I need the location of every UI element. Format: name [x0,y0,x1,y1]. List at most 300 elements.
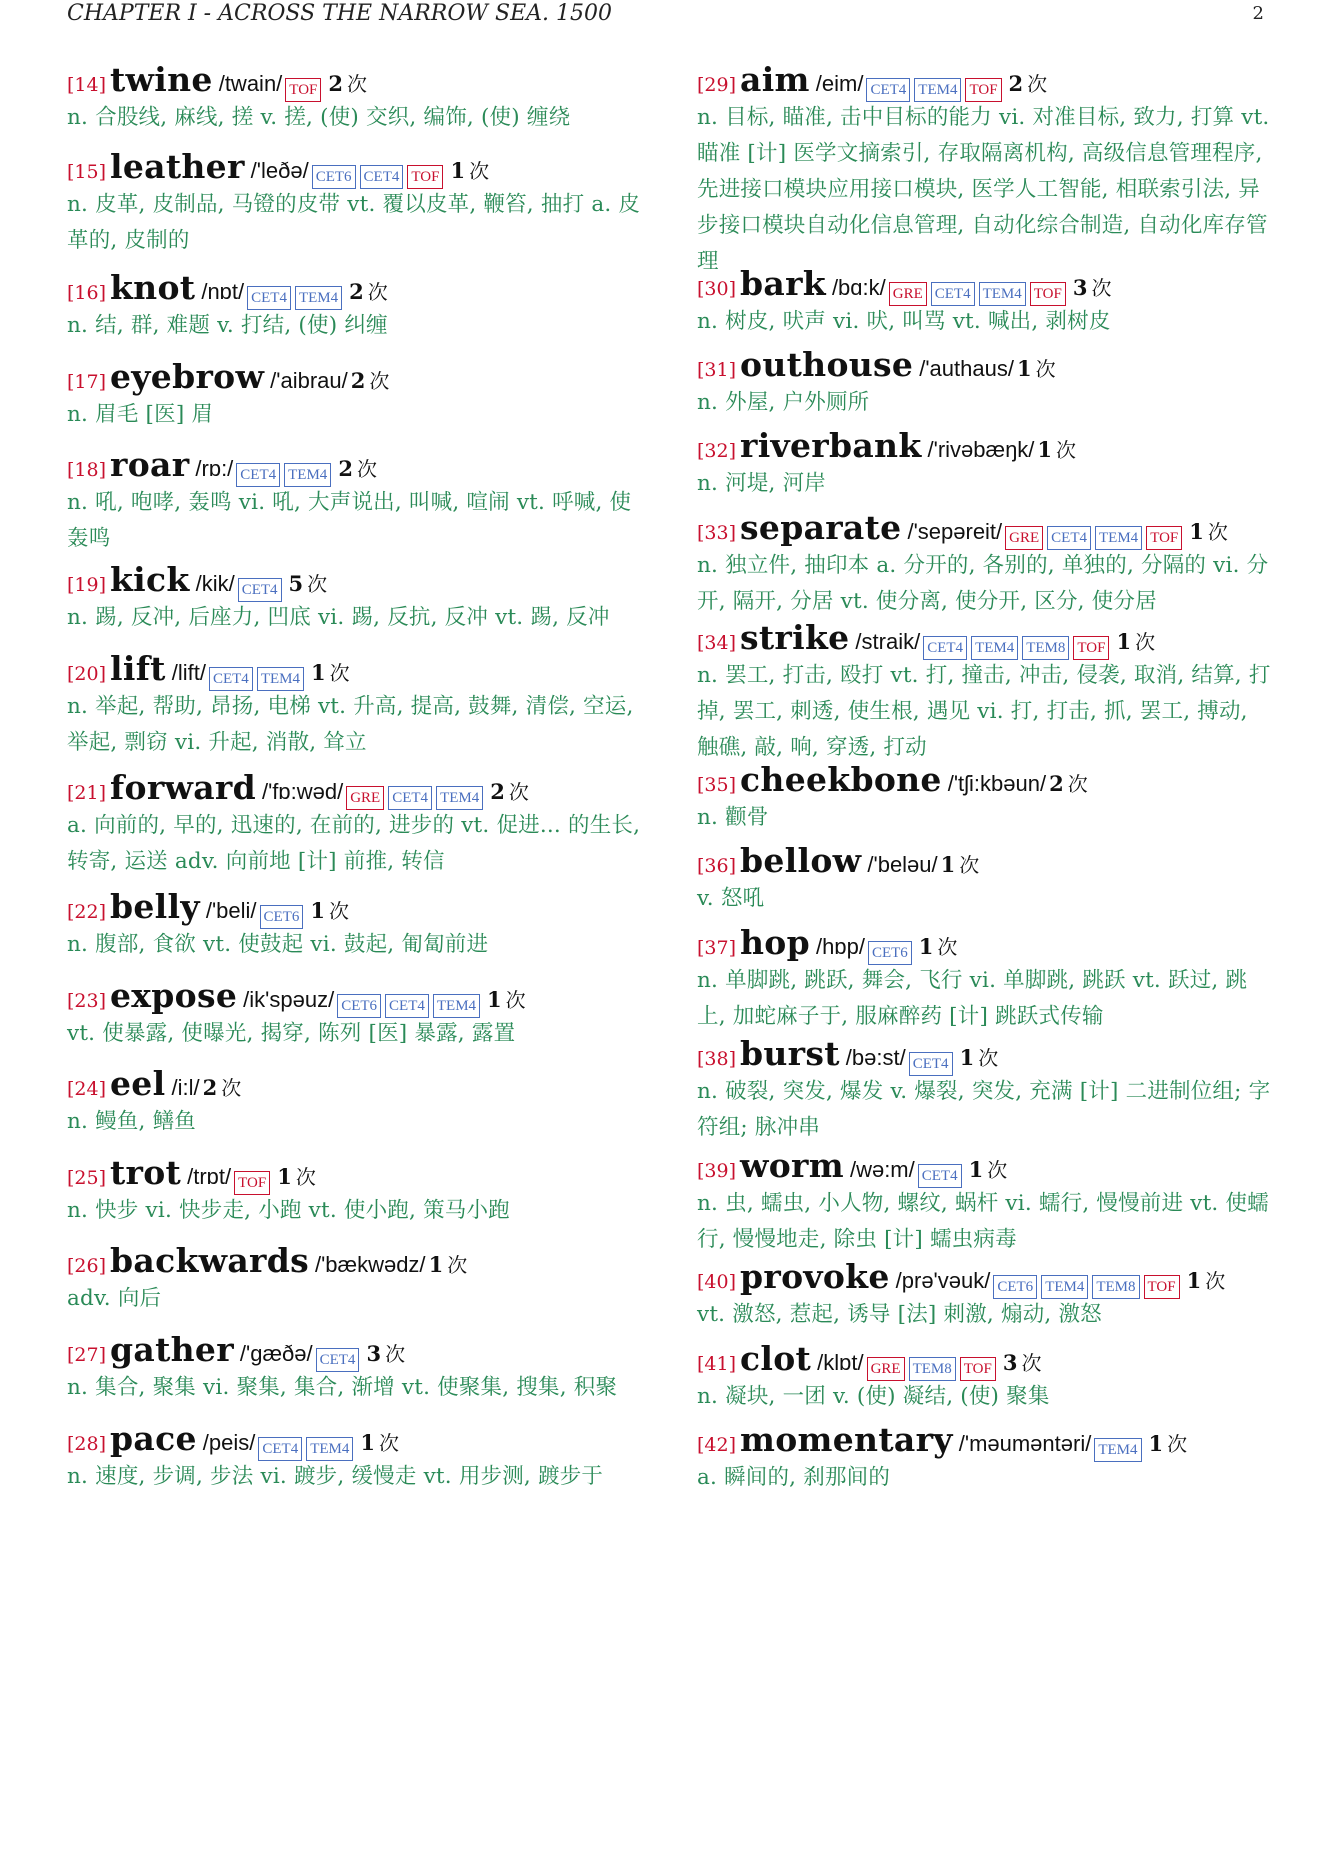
exam-tag-cet4: CET4 [360,165,404,189]
entry-index: [29] [697,74,737,96]
exam-tags [923,636,1109,660]
entry-word: gather [110,1330,234,1369]
vocab-entry [67,649,647,761]
entry-pronunciation: /rɒ:/ [195,456,234,481]
vocab-entry [67,268,647,344]
entry-pronunciation: /trɒt/ [187,1164,232,1189]
exam-tags [234,1171,270,1195]
entry-definition: n. 虫, 蠕虫, 小人物, 螺纹, 蜗杆 vi. 蠕行, 慢慢前进 vt. 使蠕行, 慢慢地走, 除虫 [计] 蠕虫病毒 [697,1191,1269,1252]
exam-tag-tem4: TEM4 [1041,1275,1088,1299]
entry-head [67,768,647,808]
exam-tags [868,941,912,965]
vocab-entry [67,1330,647,1406]
entry-definition: n. 单脚跳, 跳跃, 舞会, 飞行 vi. 单脚跳, 跳跃 vt. 跃过, 跳上, 加蛇麻子于, 服麻醉药 [计] 跳跃式传输 [697,968,1248,1029]
entry-pronunciation: /prə'vəuk/ [895,1268,991,1293]
entry-word: eel [110,1064,166,1103]
entry-index: [14] [67,74,107,96]
frequency-count: 1 [428,1252,444,1277]
entry-definition: n. 合股线, 麻线, 搓 v. 搓, (使) 交织, 编饰, (使) 缠绕 [67,105,571,130]
exam-tags [238,578,282,602]
frequency-unit: 次 [1205,1269,1226,1293]
entry-word: eyebrow [110,357,265,396]
entry-head [67,445,647,485]
frequency-count: 1 [968,1157,984,1182]
exam-tag-tem4: TEM4 [257,667,304,691]
frequency-count: 2 [328,71,343,96]
entry-index: [15] [67,161,107,183]
exam-tag-gre: GRE [867,1357,905,1381]
exam-tag-cet4: CET4 [909,1052,953,1076]
entry-index: [31] [697,359,737,381]
exam-tag-cet4: CET4 [316,1348,360,1372]
entry-word: pace [110,1419,197,1458]
entry-pronunciation: /twain/ [218,71,283,96]
entry-pronunciation: /wə:m/ [849,1157,915,1182]
entry-pronunciation: /'tʃi:kbəun/ [947,771,1047,796]
vocab-entry [697,618,1272,766]
entry-index: [34] [697,632,737,654]
entry-head [697,841,1272,881]
entry-index: [32] [697,440,737,462]
entry-word: roar [110,445,190,484]
entry-head [697,1257,1272,1297]
vocab-entry [67,768,647,880]
chapter-title: CHAPTER I - ACROSS THE NARROW SEA. 1500 [67,0,612,26]
entry-index: [40] [697,1271,737,1293]
entry-index: [25] [67,1167,107,1189]
entry-definition: n. 结, 群, 难题 v. 打结, (使) 纠缠 [67,313,388,338]
exam-tag-cet4: CET4 [918,1164,962,1188]
entry-definition: n. 踢, 反冲, 后座力, 凹底 vi. 踢, 反抗, 反冲 vt. 踢, 反冲 [67,605,610,630]
vocab-entry [697,60,1272,280]
exam-tag-cet4: CET4 [388,786,432,810]
exam-tag-gre: GRE [889,282,927,306]
entry-index: [16] [67,282,107,304]
exam-tags [247,286,342,310]
entry-definition: n. 颧骨 [697,805,769,830]
frequency-count: 1 [1116,629,1132,654]
vocab-entry [697,1146,1272,1258]
entry-head [67,357,647,397]
exam-tag-cet6: CET6 [868,941,912,965]
exam-tags [346,786,483,810]
entry-word: expose [110,976,238,1015]
exam-tag-tem4: TEM4 [971,636,1018,660]
exam-tags [312,165,444,189]
exam-tags [889,282,1066,306]
frequency-count: 3 [1072,275,1088,300]
vocab-entry [67,1153,647,1229]
entry-index: [21] [67,782,107,804]
entry-head [67,560,647,600]
frequency-count: 1 [1189,519,1204,544]
entry-index: [22] [67,901,107,923]
entry-index: [17] [67,371,107,393]
vocab-entry [67,1064,647,1140]
entry-word: bellow [740,841,862,880]
exam-tag-tem4: TEM4 [914,78,961,102]
entry-definition: n. 目标, 瞄准, 击中目标的能力 vi. 对准目标, 致力, 打算 vt. 瞄准 [计] 医学文摘索引, 存取隔离机构, 高级信息管理程序, 先进接口模块应用接口模块, 医学人工智能, 相联索引法, 异步接口模块自动化信息管理, 自动化综合制造, 自动化库存管理 [697,105,1270,274]
exam-tags [337,994,480,1018]
exam-tag-tof: TOF [234,1171,270,1195]
entry-pronunciation: /'gæðə/ [239,1341,313,1366]
frequency-unit: 次 [367,280,388,304]
vocab-entry [67,1419,647,1495]
entry-pronunciation: /'fɒ:wəd/ [261,779,344,804]
entry-definition: n. 鳗鱼, 鳝鱼 [67,1109,196,1134]
exam-tag-cet4: CET4 [236,463,280,487]
frequency-unit: 次 [307,572,328,596]
frequency-unit: 次 [385,1342,406,1366]
entry-word: lift [110,649,166,688]
entry-index: [23] [67,990,107,1012]
frequency-count: 1 [310,898,325,923]
entry-index: [28] [67,1433,107,1455]
entry-head [697,60,1272,100]
entry-definition: n. 河堤, 河岸 [697,471,826,496]
frequency-unit: 次 [959,853,980,877]
frequency-unit: 次 [1067,772,1088,796]
entry-head [67,60,647,100]
exam-tags [909,1052,953,1076]
frequency-unit: 次 [1135,630,1156,654]
entry-head [697,1146,1272,1186]
exam-tags [285,78,321,102]
entry-pronunciation: /straik/ [855,629,921,654]
entry-head [67,1241,647,1281]
frequency-unit: 次 [978,1046,999,1070]
entry-head [697,1339,1272,1379]
entry-head [67,1064,647,1104]
entry-word: trot [110,1153,182,1192]
entry-definition: n. 皮革, 皮制品, 马镫的皮带 vt. 覆以皮革, 鞭笞, 抽打 a. 皮革的, 皮制的 [67,192,641,253]
exam-tag-cet4: CET4 [1047,526,1091,550]
frequency-count: 3 [1002,1350,1018,1375]
exam-tag-tem4: TEM4 [1094,1438,1141,1462]
exam-tag-tof: TOF [1146,526,1182,550]
frequency-unit: 次 [1091,276,1112,300]
entry-head [67,976,647,1016]
entry-word: strike [740,618,850,657]
entry-word: clot [740,1339,812,1378]
frequency-unit: 次 [987,1158,1008,1182]
entry-definition: n. 吼, 咆哮, 轰鸣 vi. 吼, 大声说出, 叫喊, 喧闹 vt. 呼喊, 使轰鸣 [67,490,632,551]
entry-pronunciation: /'məuməntəri/ [958,1431,1092,1456]
frequency-count: 1 [487,987,502,1012]
exam-tags [866,78,1001,102]
entry-pronunciation: /nɒt/ [201,279,245,304]
vocab-entry [697,1034,1272,1146]
entry-pronunciation: /'beli/ [205,898,257,923]
entry-pronunciation: /'leðə/ [250,158,309,183]
entry-word: burst [740,1034,840,1073]
frequency-unit: 次 [1167,1432,1188,1456]
entry-word: riverbank [740,426,922,465]
frequency-count: 1 [1148,1431,1164,1456]
exam-tag-gre: GRE [346,786,384,810]
entry-index: [19] [67,574,107,596]
exam-tag-cet4: CET4 [238,578,282,602]
frequency-unit: 次 [347,72,367,96]
entry-index: [24] [67,1078,107,1100]
entry-definition: n. 外屋, 户外厕所 [697,390,870,415]
page-header [67,0,1264,26]
entry-definition: v. 怒吼 [697,886,765,911]
entry-head [697,345,1272,385]
entry-pronunciation: /eim/ [815,71,864,96]
entry-head [697,618,1272,658]
entry-head [67,268,647,308]
frequency-count: 1 [1037,437,1053,462]
entry-word: outhouse [740,345,914,384]
entry-pronunciation: /kik/ [195,571,235,596]
page-number: 2 [1252,2,1264,24]
frequency-count: 2 [350,368,366,393]
entry-pronunciation: /bə:st/ [845,1045,906,1070]
exam-tags [258,1437,353,1461]
exam-tags [1005,526,1182,550]
exam-tag-cet4: CET4 [247,286,291,310]
exam-tag-cet6: CET6 [993,1275,1037,1299]
entry-definition: vt. 使暴露, 使曝光, 揭穿, 陈列 [医] 暴露, 露置 [67,1021,516,1046]
entry-pronunciation: /'aibrau/ [270,368,348,393]
vocab-entry [697,1420,1272,1496]
exam-tags [1094,1438,1141,1462]
entry-index: [39] [697,1160,737,1182]
frequency-count: 1 [310,660,326,685]
vocab-entry [67,147,647,259]
entry-head [697,1034,1272,1074]
entry-word: aim [740,60,810,99]
entry-definition: n. 凝块, 一团 v. (使) 凝结, (使) 聚集 [697,1384,1050,1409]
entry-index: [41] [697,1353,737,1375]
entry-pronunciation: /lift/ [171,660,206,685]
entry-definition: adv. 向后 [67,1286,162,1311]
frequency-unit: 次 [295,1165,316,1189]
entry-word: cheekbone [740,760,942,799]
entry-definition: n. 树皮, 吠声 vi. 吠, 叫骂 vt. 喊出, 剥树皮 [697,309,1111,334]
exam-tag-tof: TOF [407,165,443,189]
exam-tag-tem4: TEM4 [436,786,483,810]
frequency-count: 1 [918,934,934,959]
frequency-unit: 次 [1021,1351,1042,1375]
entry-pronunciation: /ik'spəuz/ [243,987,335,1012]
entry-pronunciation: /'bækwədz/ [314,1252,426,1277]
frequency-unit: 次 [1035,357,1056,381]
entry-index: [20] [67,663,107,685]
entry-pronunciation: /bɑ:k/ [831,275,886,300]
entry-pronunciation: /'beləu/ [867,852,938,877]
entry-word: kick [110,560,190,599]
entry-head [697,508,1272,548]
entry-definition: n. 独立件, 抽印本 a. 分开的, 各别的, 单独的, 分隔的 vi. 分开, 隔开, 分居 vt. 使分离, 使分开, 区分, 使分居 [697,553,1269,614]
entry-head [67,1330,647,1370]
entry-definition: n. 速度, 步调, 步法 vi. 踱步, 缓慢走 vt. 用步测, 踱步于 [67,1464,604,1489]
exam-tag-tem4: TEM4 [306,1437,353,1461]
exam-tag-cet4: CET4 [385,994,429,1018]
exam-tag-tof: TOF [285,78,321,102]
frequency-count: 1 [1186,1268,1202,1293]
frequency-count: 2 [1008,71,1024,96]
entry-index: [30] [697,278,737,300]
entry-word: forward [110,768,256,807]
vocab-entry [67,887,647,963]
exam-tags [867,1357,996,1381]
entry-pronunciation: /'authaus/ [919,356,1014,381]
exam-tag-gre: GRE [1005,526,1043,550]
entry-head [697,426,1272,466]
entry-word: twine [110,60,213,99]
exam-tags [918,1164,962,1188]
entry-index: [35] [697,774,737,796]
exam-tag-cet4: CET4 [258,1437,302,1461]
vocab-entry [697,923,1272,1035]
vocab-entry [697,426,1272,502]
entry-index: [33] [697,522,737,544]
exam-tag-tem4: TEM4 [433,994,480,1018]
exam-tag-tem8: TEM8 [1092,1275,1139,1299]
vocab-entry [67,445,647,557]
entry-head [697,264,1272,304]
entry-index: [38] [697,1048,737,1070]
entry-index: [37] [697,937,737,959]
entry-definition: n. 罢工, 打击, 殴打 vt. 打, 撞击, 冲击, 侵袭, 取消, 结算, 打掉, 罢工, 刺透, 使生根, 遇见 vi. 打, 打击, 抓, 罢工, 搏动, 触礁, 敲, 响, 穿透, 打动 [697,663,1271,760]
entry-head [67,147,647,187]
frequency-unit: 次 [1207,520,1228,544]
exam-tags [209,667,304,691]
frequency-unit: 次 [508,780,529,804]
frequency-unit: 次 [447,1253,468,1277]
entry-index: [26] [67,1255,107,1277]
entry-definition: n. 腹部, 食欲 vt. 使鼓起 vi. 鼓起, 匍匐前进 [67,932,489,957]
frequency-unit: 次 [328,899,349,923]
entry-word: provoke [740,1257,890,1296]
entry-definition: n. 快步 vi. 快步走, 小跑 vt. 使小跑, 策马小跑 [67,1198,510,1223]
vocab-entry [697,1257,1272,1333]
exam-tag-tof: TOF [1144,1275,1180,1299]
vocab-entry [67,357,647,433]
frequency-count: 3 [366,1341,382,1366]
exam-tag-tof: TOF [960,1357,996,1381]
frequency-unit: 次 [937,935,958,959]
exam-tag-tem4: TEM4 [979,282,1026,306]
exam-tags [316,1348,360,1372]
entry-index: [36] [697,855,737,877]
entry-pronunciation: /klɒt/ [817,1350,864,1375]
exam-tag-cet6: CET6 [260,905,304,929]
frequency-count: 2 [349,279,364,304]
entry-word: belly [110,887,200,926]
exam-tags [236,463,331,487]
vocab-entry [67,60,647,136]
entry-word: leather [110,147,245,186]
frequency-unit: 次 [369,369,390,393]
frequency-count: 1 [959,1045,975,1070]
vocab-entry [697,760,1272,836]
frequency-count: 1 [940,852,956,877]
frequency-unit: 次 [221,1076,242,1100]
entry-index: [27] [67,1344,107,1366]
frequency-unit: 次 [1027,72,1048,96]
entry-definition: n. 眉毛 [医] 眉 [67,402,214,427]
entry-word: momentary [740,1420,953,1459]
entry-definition: n. 集合, 聚集 vi. 聚集, 集合, 渐增 vt. 使聚集, 搜集, 积聚 [67,1375,618,1400]
entry-head [67,1153,647,1193]
frequency-unit: 次 [505,988,526,1012]
frequency-unit: 次 [356,457,377,481]
exam-tag-cet4: CET4 [866,78,910,102]
entry-pronunciation: /peis/ [202,1430,256,1455]
vocab-entry [67,1241,647,1317]
entry-pronunciation: /i:l/ [171,1075,200,1100]
exam-tag-tof: TOF [965,78,1001,102]
vocab-entry [697,508,1272,620]
exam-tag-cet4: CET4 [931,282,975,306]
frequency-count: 1 [1016,356,1032,381]
exam-tag-tof: TOF [1030,282,1066,306]
entry-definition: vt. 激怒, 惹起, 诱导 [法] 刺激, 煽动, 激怒 [697,1302,1102,1327]
entry-definition: n. 破裂, 突发, 爆发 v. 爆裂, 突发, 充满 [计] 二进制位组; 字符组; 脉冲串 [697,1079,1271,1140]
entry-word: backwards [110,1241,309,1280]
entry-pronunciation: /'sepəreit/ [907,519,1003,544]
entry-index: [42] [697,1434,737,1456]
entry-head [67,887,647,927]
exam-tag-cet4: CET4 [923,636,967,660]
entry-head [697,1420,1272,1460]
vocab-entry [697,1339,1272,1415]
vocab-entry [697,264,1272,340]
exam-tag-tem4: TEM4 [1095,526,1142,550]
entry-word: worm [740,1146,844,1185]
entry-head [67,649,647,689]
exam-tags [993,1275,1179,1299]
exam-tags [260,905,304,929]
exam-tag-cet4: CET4 [209,667,253,691]
entry-index: [18] [67,459,107,481]
frequency-count: 5 [288,571,304,596]
entry-definition: a. 向前的, 早的, 迅速的, 在前的, 进步的 vt. 促进... 的生长, 转寄, 运送 adv. 向前地 [计] 前推, 转信 [67,813,641,874]
exam-tag-tof: TOF [1073,636,1109,660]
exam-tag-tem8: TEM8 [909,1357,956,1381]
vocab-entry [67,976,647,1052]
frequency-count: 2 [490,779,505,804]
exam-tag-cet6: CET6 [337,994,381,1018]
vocab-entry [697,841,1272,917]
frequency-count: 2 [338,456,353,481]
exam-tag-tem8: TEM8 [1022,636,1069,660]
entry-head [697,923,1272,963]
exam-tag-cet6: CET6 [312,165,356,189]
entry-word: bark [740,264,826,303]
frequency-count: 1 [450,158,466,183]
exam-tag-tem4: TEM4 [284,463,331,487]
entry-definition: a. 瞬间的, 刹那间的 [697,1465,891,1490]
entry-head [697,760,1272,800]
entry-head [67,1419,647,1459]
frequency-unit: 次 [379,1431,399,1455]
entry-pronunciation: /hɒp/ [816,934,865,959]
frequency-count: 1 [360,1430,375,1455]
frequency-unit: 次 [329,661,350,685]
frequency-unit: 次 [469,159,490,183]
frequency-unit: 次 [1056,438,1077,462]
frequency-count: 2 [202,1075,218,1100]
vocab-entry [67,560,647,636]
frequency-count: 1 [277,1164,292,1189]
entry-definition: n. 举起, 帮助, 昂扬, 电梯 vt. 升高, 提高, 鼓舞, 清偿, 空运, 举起, 剽窃 vi. 升起, 消散, 耸立 [67,694,634,755]
entry-word: knot [110,268,196,307]
exam-tag-tem4: TEM4 [295,286,342,310]
